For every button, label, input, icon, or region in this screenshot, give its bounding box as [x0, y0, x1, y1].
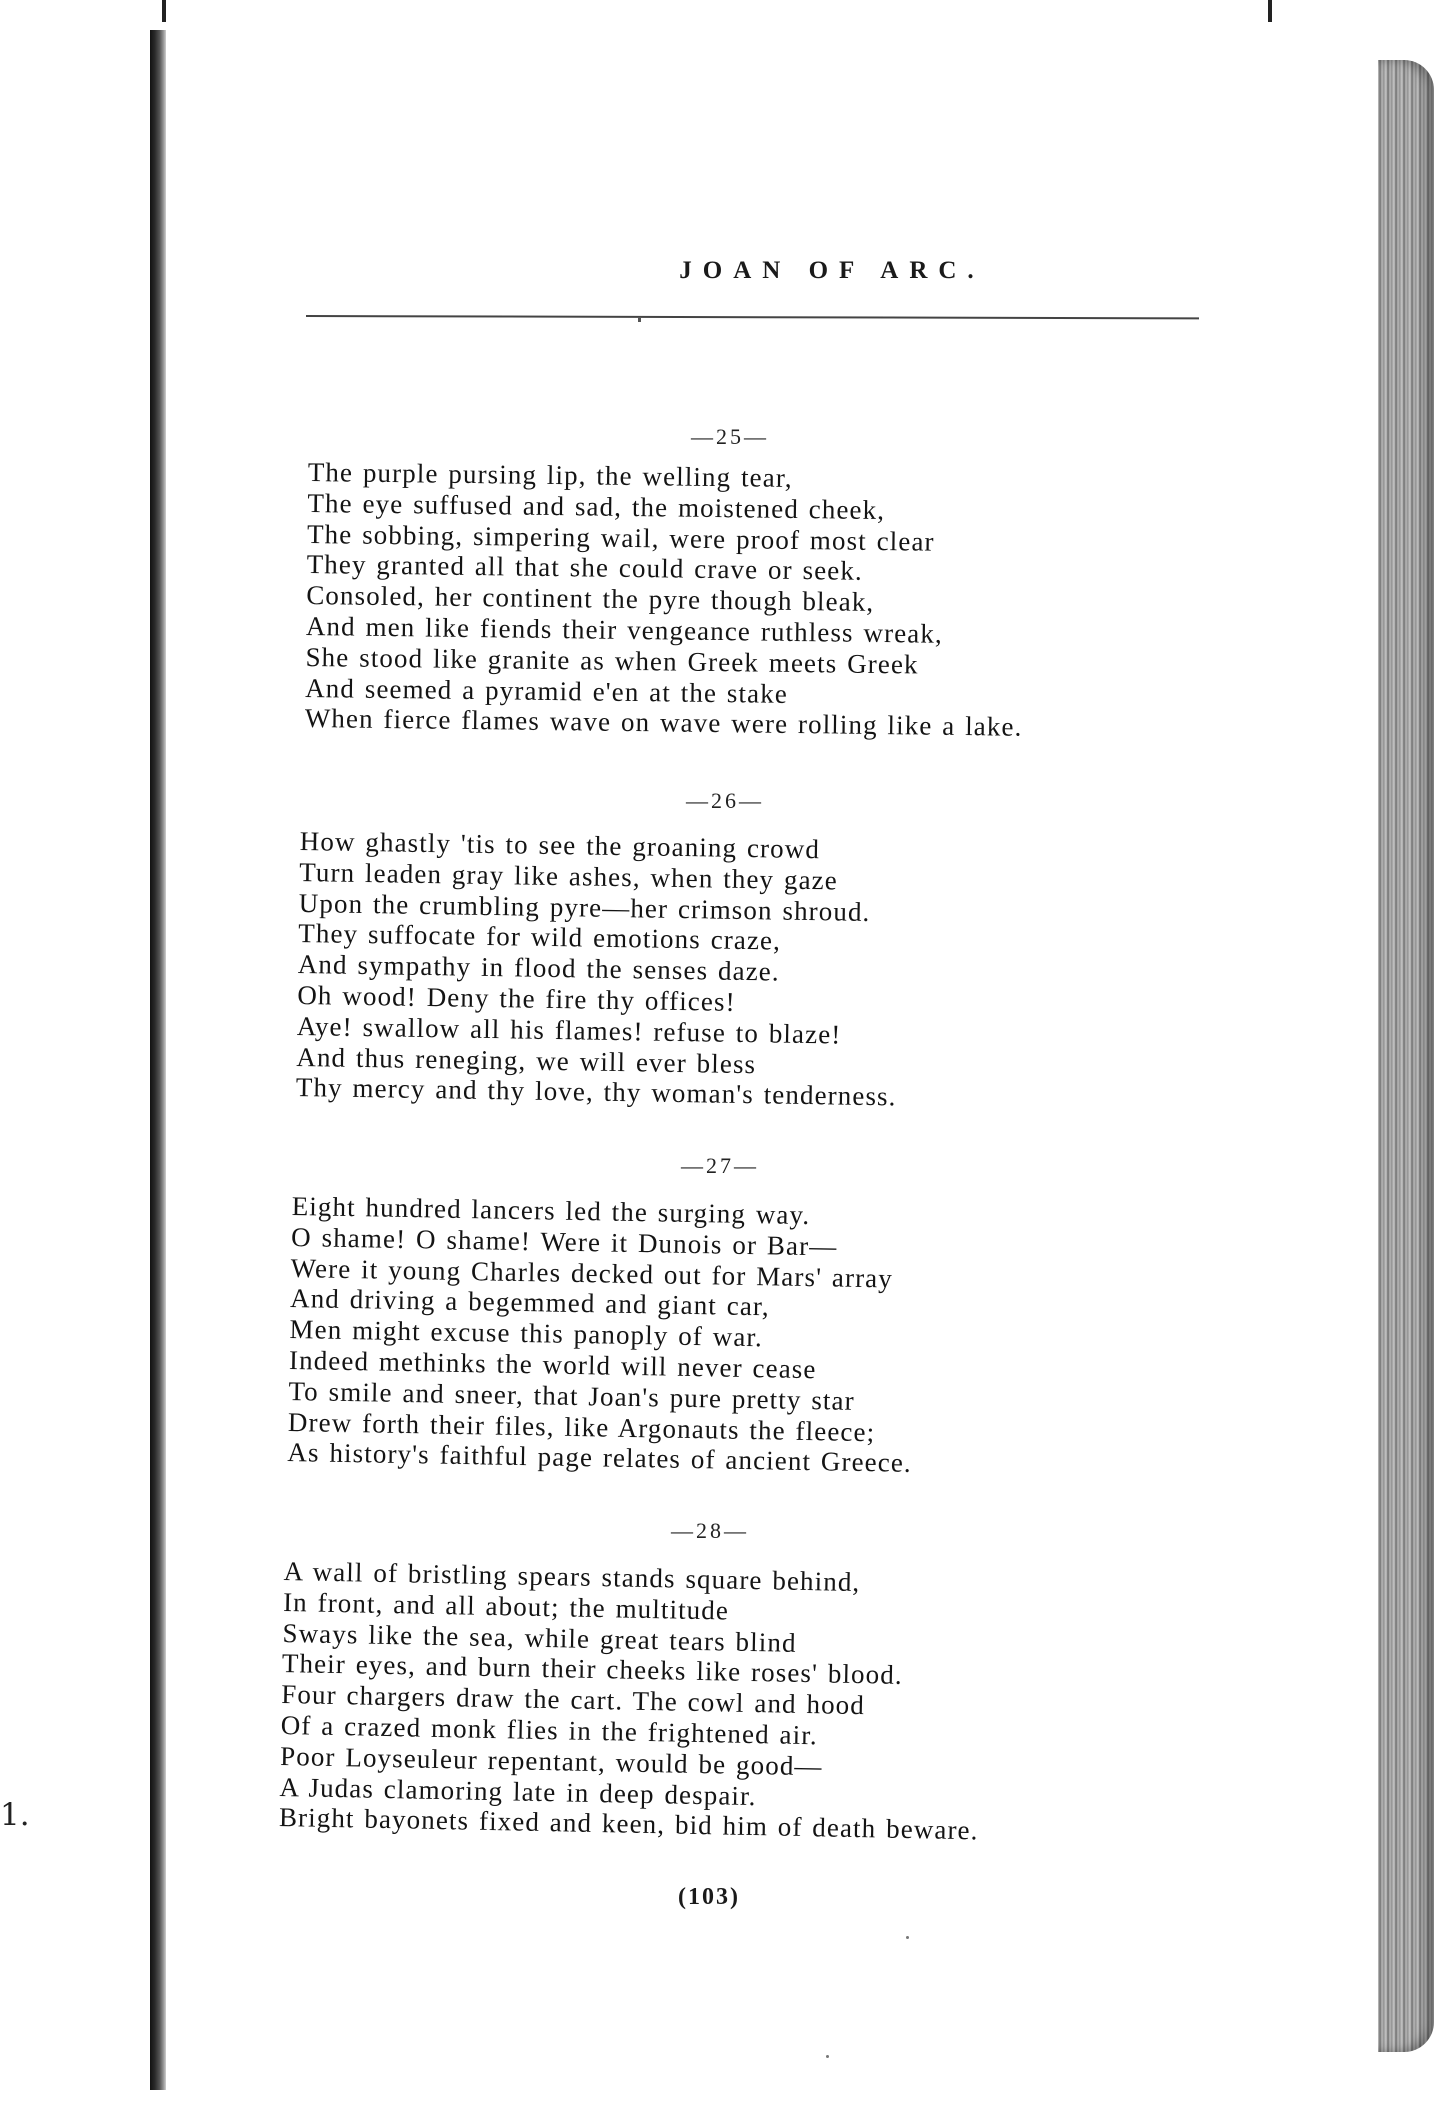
verse-line: Turn leaden gray like ashes, when they gaze — [299, 856, 839, 896]
verse-line: She stood like granite as when Greek meets Greek — [305, 641, 919, 680]
verse-line: And seemed a pyramid e'en at the stake — [304, 672, 789, 709]
page-number: (103) — [678, 1884, 740, 1910]
verse-line: Four chargers draw the cart. The cowl and hood — [281, 1679, 866, 1721]
stanza-28 — [279, 1556, 984, 1847]
verse-line: Their eyes, and burn their cheeks like roses' blood. — [281, 1648, 904, 1691]
verse-line: Poor Loyseuleur repentant, would be good— — [279, 1740, 823, 1782]
left-page-fragment — [0, 0, 150, 2112]
verse-line: And sympathy in flood the senses daze. — [297, 949, 780, 987]
book-gutter — [150, 30, 166, 2090]
verse-line: Upon the crumbling pyre—her crimson shroud. — [298, 887, 871, 927]
book-page — [166, 60, 1378, 2052]
verse-line: When fierce flames wave on wave were rolling like a lake. — [304, 703, 1023, 743]
verse-line: Were it young Charles decked out for Mars' array — [290, 1252, 894, 1294]
verse-line: A Judas clamoring late in deep despair. — [279, 1771, 757, 1811]
stanza-26 — [296, 826, 901, 1113]
verse-line: The sobbing, simpering wail, were proof most clear — [306, 518, 935, 557]
verse-line: The eye suffused and sad, the moistened cheek, — [307, 487, 886, 525]
stanza-number-25: —25— — [691, 424, 769, 449]
verse-line: Of a crazed monk flies in the frightened air. — [280, 1709, 819, 1751]
verse-line: Aye! swallow all his flames! refuse to blaze! — [296, 1010, 842, 1050]
stanza-number-27: —27— — [681, 1153, 759, 1178]
verse-line: Oh wood! Deny the fire thy offices! — [297, 979, 736, 1017]
verse-line: To smile and sneer, that Joan's pure pretty star — [288, 1375, 856, 1416]
verse-line: As history's faithful page relates of ancient Greece. — [287, 1437, 913, 1479]
verse-line: And thus reneging, we will ever bless — [296, 1041, 757, 1079]
scan-speck — [906, 1936, 909, 1939]
verse-line: Thy mercy and thy love, thy woman's tenderness. — [295, 1072, 897, 1112]
verse-line: O shame! O shame! Were it Dunois or Bar— — [290, 1221, 838, 1262]
running-title: JOAN OF ARC. — [679, 257, 985, 284]
stanza-27 — [287, 1191, 916, 1479]
verse-line: How ghastly 'tis to see the groaning crowd — [299, 826, 821, 865]
verse-line: They granted all that she could crave or seek. — [306, 549, 863, 587]
verse-line: And driving a begemmed and giant car, — [289, 1283, 771, 1322]
verse-line: Consoled, her continent the pyre though bleak, — [306, 580, 875, 618]
verse-line: And men like fiends their vengeance ruthless wreak, — [305, 610, 943, 649]
stanza-number-26: —26— — [686, 788, 764, 813]
verse-line: In front, and all about; the multitude — [282, 1586, 730, 1626]
verse-line: A wall of bristling spears stands square behind, — [283, 1556, 861, 1598]
verse-line: They suffocate for wild emotions craze, — [298, 918, 782, 956]
verse-line: Eight hundred lancers led the surging way. — [291, 1191, 811, 1231]
verse-line: Men might excuse this panoply of war. — [289, 1314, 764, 1353]
scan-speck — [1268, 0, 1272, 22]
stanza-number-28: —28— — [671, 1518, 749, 1543]
left-page-margin-text: 1. — [0, 1797, 30, 1833]
verse-line: Indeed methinks the world will never cease — [288, 1344, 817, 1385]
scan-speck — [826, 2055, 829, 2058]
scan-speck — [162, 0, 166, 22]
page-edges — [1376, 60, 1434, 2052]
verse-line: The purple pursing lip, the welling tear, — [307, 457, 793, 493]
verse-line: Sways like the sea, while great tears blind — [282, 1617, 797, 1658]
header-rule — [306, 315, 1199, 319]
verse-line: Drew forth their files, like Argonauts the fleece; — [287, 1406, 876, 1447]
verse-line: Bright bayonets fixed and keen, bid him of death beware. — [278, 1802, 979, 1846]
print-speck — [638, 318, 641, 322]
stanza-25 — [305, 457, 1026, 743]
